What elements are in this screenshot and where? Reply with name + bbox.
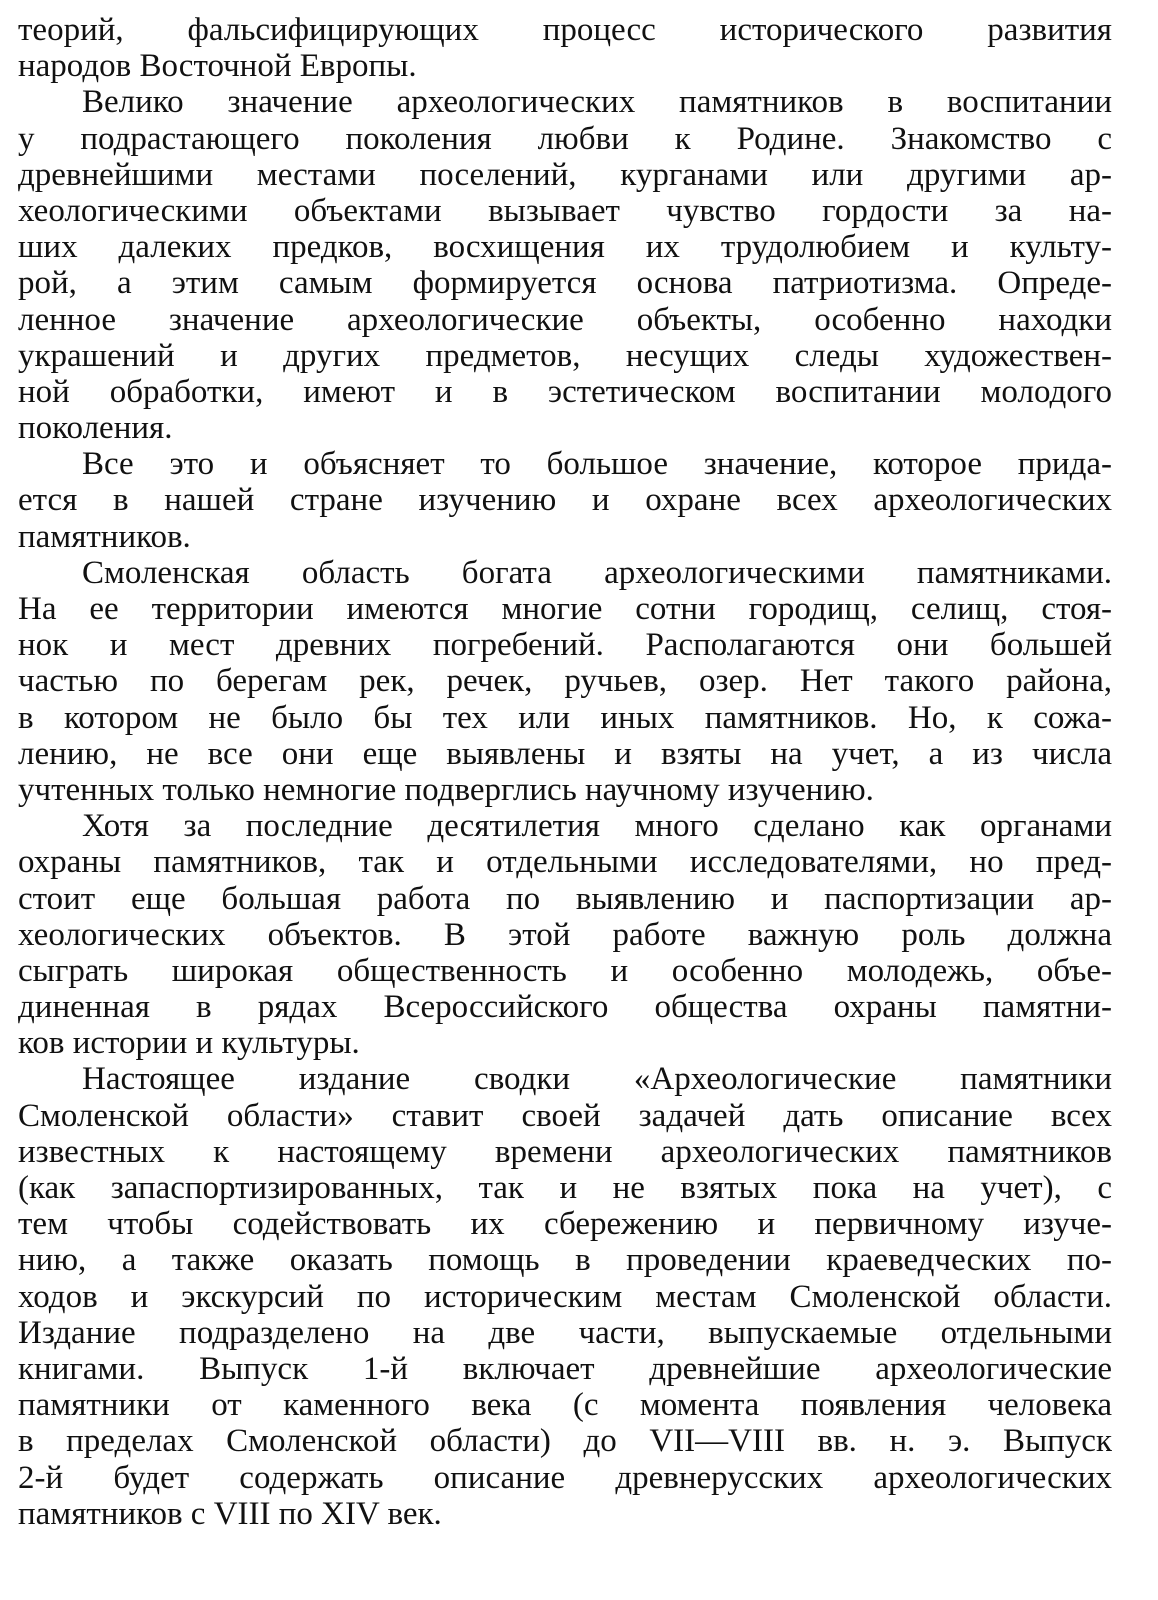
text-line: памятники от каменного века (с момента появления человека [18,1387,1112,1424]
text-line: Хотя за последние десятилетия много сделано как органами [82,808,1112,845]
text-line: нок и мест древних погребений. Располагаются они большей [18,627,1112,664]
text-line: ших далеких предков, восхищения их трудолюбием и культу- [18,229,1112,266]
text-line: 2-й будет содержать описание древнерусских археологических [18,1459,1112,1496]
text-line: Настоящее издание сводки «Археологические памятники [82,1061,1112,1098]
paragraph [18,1061,1112,1531]
text-line: Смоленской области» ставит своей задачей дать описание всех [18,1097,1112,1134]
text-line: поколения. [18,410,173,447]
text-line: древнейшими местами поселений, курганами или другими ар- [18,156,1112,193]
text-line: ется в нашей стране изучению и охране всех археологических [18,482,1112,519]
text-line: памятников с VIII по XIV век. [18,1495,442,1532]
text-line: учтенных только немногие подверглись научному изучению. [18,771,874,808]
text-line: книгами. Выпуск 1-й включает древнейшие археологические [18,1350,1112,1387]
text-line: ков истории и культуры. [18,1025,360,1062]
text-line: ленное значение археологические объекты, особенно находки [18,301,1112,338]
text-line: ходов и экскурсий по историческим местам Смоленской области. [18,1278,1112,1315]
text-line: лению, не все они еще выявлены и взяты на учет, а из числа [18,735,1112,772]
text-line: памятников. [18,518,191,555]
text-line: народов Восточной Европы. [18,48,417,85]
text-line: сыграть широкая общественность и особенно молодежь, объе- [18,952,1112,989]
text-line: Смоленская область богата археологическими памятниками. [82,554,1112,591]
text-line: хеологических объектов. В этой работе важную роль должна [18,916,1112,953]
text-line: ной обработки, имеют и в эстетическом воспитании молодого [18,373,1112,410]
text-line: стоит еще большая работа по выявлению и паспортизации ар- [18,880,1112,917]
text-line: Все это и объясняет то большое значение, которое прида- [82,446,1112,483]
paragraph [18,808,1112,1061]
paragraph [18,555,1112,808]
text-line: (как запаспортизированных, так и не взятых пока на учет), с [18,1170,1112,1206]
text-line: теорий, фальсифицирующих процесс исторического развития [18,12,1112,48]
text-line: хеологическими объектами вызывает чувство гордости за на- [18,192,1112,229]
text-line: тем чтобы содействовать их сбережению и первичному изуче- [18,1206,1112,1243]
text-line: диненная в рядах Всероссийского общества охраны памятни- [18,989,1112,1026]
text-line: у подрастающего поколения любви к Родине. Знакомство с [18,120,1112,157]
text-line: На ее территории имеются многие сотни городищ, селищ, стоя- [18,591,1112,627]
text-line: в пределах Смоленской области) до VII—VIII вв. н. э. Выпуск [18,1423,1112,1460]
text-line: нию, а также оказать помощь в проведении краеведческих по- [18,1242,1112,1279]
paragraph [18,12,1112,84]
text-line: рой, а этим самым формируется основа патриотизма. Опреде- [18,265,1112,302]
paragraph [18,84,1112,446]
text-line: частью по берегам рек, речек, ручьев, озер. Нет такого района, [18,663,1112,700]
text-line: Издание подразделено на две части, выпускаемые отдельными [18,1314,1112,1351]
text-line: Велико значение археологических памятников в воспитании [82,84,1112,121]
text-line: известных к настоящему времени археологических памятников [18,1133,1112,1170]
paragraph [18,446,1112,555]
text-line: в котором не было бы тех или иных памятников. Но, к сожа- [18,699,1112,736]
text-line: охраны памятников, так и отдельными исследователями, но пред- [18,844,1112,881]
body-text [18,12,1112,1532]
text-line: украшений и других предметов, несущих следы художествен- [18,337,1112,374]
